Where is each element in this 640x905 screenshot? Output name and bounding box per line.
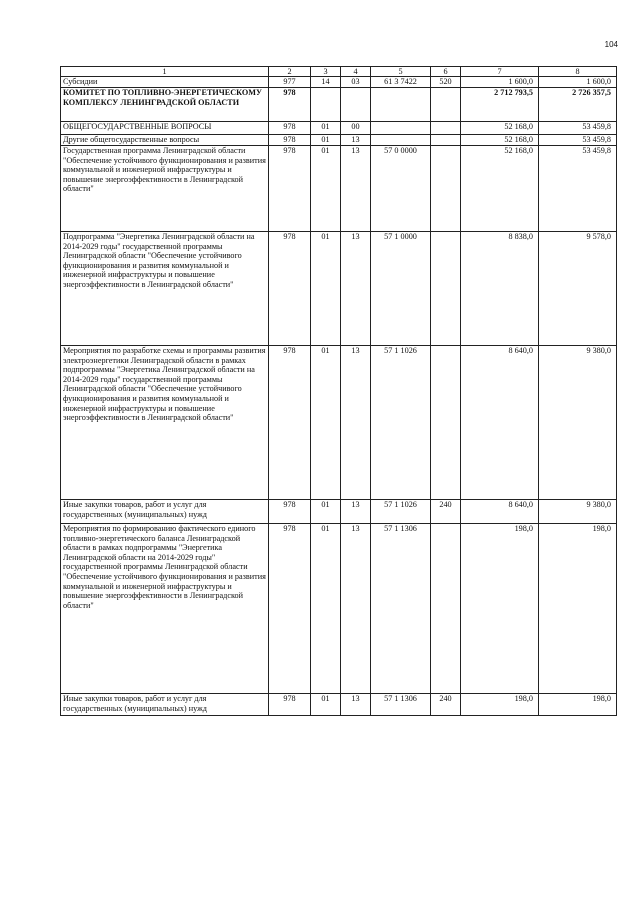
table-row xyxy=(61,500,617,524)
cell-amount-2: 9 578,0 xyxy=(539,232,617,346)
cell-target xyxy=(371,135,431,146)
cell-code: 978 xyxy=(269,88,311,122)
cell-amount-1: 8 838,0 xyxy=(461,232,539,346)
cell-code: 978 xyxy=(269,500,311,524)
cell-subsection: 13 xyxy=(341,146,371,232)
cell-amount-1: 52 168,0 xyxy=(461,146,539,232)
cell-section: 01 xyxy=(311,346,341,500)
row-name: Субсидии xyxy=(61,77,269,88)
cell-amount-1: 52 168,0 xyxy=(461,122,539,135)
table-row xyxy=(61,146,617,232)
row-name: Иные закупки товаров, работ и услуг для государственных (муниципальных) нужд xyxy=(61,694,269,716)
cell-amount-2: 1 600,0 xyxy=(539,77,617,88)
cell-amount-1: 1 600,0 xyxy=(461,77,539,88)
row-name: Государственная программа Ленинградской области "Обеспечение устойчивого функционирования и развития коммунальной и инженерной инфраструктуры и повышение энергоэффективности в Ленинградской области" xyxy=(61,146,269,232)
cell-section: 01 xyxy=(311,122,341,135)
cell-code: 977 xyxy=(269,77,311,88)
cell-subsection xyxy=(341,88,371,122)
budget-table xyxy=(60,66,617,716)
cell-amount-1: 8 640,0 xyxy=(461,346,539,500)
cell-section: 01 xyxy=(311,500,341,524)
table-row xyxy=(61,346,617,500)
header-cell: 6 xyxy=(431,67,461,77)
cell-type xyxy=(431,524,461,694)
cell-code: 978 xyxy=(269,146,311,232)
cell-subsection: 13 xyxy=(341,135,371,146)
cell-amount-2: 9 380,0 xyxy=(539,500,617,524)
cell-target: 61 3 7422 xyxy=(371,77,431,88)
header-cell: 5 xyxy=(371,67,431,77)
header-row xyxy=(61,67,617,77)
cell-target xyxy=(371,88,431,122)
cell-target: 57 1 1026 xyxy=(371,500,431,524)
cell-subsection: 13 xyxy=(341,524,371,694)
cell-subsection: 13 xyxy=(341,232,371,346)
cell-subsection: 03 xyxy=(341,77,371,88)
cell-amount-1: 198,0 xyxy=(461,694,539,716)
cell-subsection: 13 xyxy=(341,346,371,500)
cell-amount-2: 53 459,8 xyxy=(539,146,617,232)
cell-code: 978 xyxy=(269,135,311,146)
cell-section: 01 xyxy=(311,146,341,232)
cell-target: 57 0 0000 xyxy=(371,146,431,232)
cell-amount-2: 53 459,8 xyxy=(539,122,617,135)
cell-target: 57 1 1026 xyxy=(371,346,431,500)
table-row xyxy=(61,122,617,135)
cell-section: 01 xyxy=(311,524,341,694)
header-cell: 4 xyxy=(341,67,371,77)
cell-amount-2: 9 380,0 xyxy=(539,346,617,500)
cell-code: 978 xyxy=(269,524,311,694)
cell-code: 978 xyxy=(269,122,311,135)
row-name: Мероприятия по формированию фактического единого топливно-энергетического баланса Ленинградской области в рамках подпрограммы "Энергетика Ленинградской области на 2014-2029 годы" государственной программы Ленинградской области "Обеспечение устойчивого функционирования и развития коммунальной и инженерной инфраструктуры и повышение энергоэффективности в Ленинградской области" xyxy=(61,524,269,694)
table-row xyxy=(61,135,617,146)
table-row xyxy=(61,77,617,88)
cell-type xyxy=(431,135,461,146)
cell-amount-1: 52 168,0 xyxy=(461,135,539,146)
header-cell: 2 xyxy=(269,67,311,77)
page-number: 104 xyxy=(604,40,618,49)
table-row xyxy=(61,524,617,694)
row-name: Подпрограмма "Энергетика Ленинградской области на 2014-2029 годы" государственной программы Ленинградской области "Обеспечение устойчивого функционирования и развития коммунальной и инженерной инфраструктуры и повышение энергоэффективности в Ленинградской области" xyxy=(61,232,269,346)
cell-subsection: 00 xyxy=(341,122,371,135)
cell-amount-2: 198,0 xyxy=(539,694,617,716)
table-row xyxy=(61,88,617,122)
cell-type: 520 xyxy=(431,77,461,88)
header-cell: 8 xyxy=(539,67,617,77)
cell-code: 978 xyxy=(269,232,311,346)
cell-target: 57 1 1306 xyxy=(371,524,431,694)
row-name: Иные закупки товаров, работ и услуг для государственных (муниципальных) нужд xyxy=(61,500,269,524)
cell-code: 978 xyxy=(269,694,311,716)
cell-amount-1: 198,0 xyxy=(461,524,539,694)
cell-code: 978 xyxy=(269,346,311,500)
cell-section: 01 xyxy=(311,135,341,146)
cell-type: 240 xyxy=(431,694,461,716)
row-name: ОБЩЕГОСУДАРСТВЕННЫЕ ВОПРОСЫ xyxy=(61,122,269,135)
cell-section: 01 xyxy=(311,694,341,716)
cell-amount-2: 53 459,8 xyxy=(539,135,617,146)
cell-type xyxy=(431,88,461,122)
cell-subsection: 13 xyxy=(341,500,371,524)
cell-type xyxy=(431,146,461,232)
row-name: КОМИТЕТ ПО ТОПЛИВНО-ЭНЕРГЕТИЧЕСКОМУ КОМПЛЕКСУ ЛЕНИНГРАДСКОЙ ОБЛАСТИ xyxy=(61,88,269,122)
cell-subsection: 13 xyxy=(341,694,371,716)
header-cell: 1 xyxy=(61,67,269,77)
cell-amount-1: 8 640,0 xyxy=(461,500,539,524)
cell-target: 57 1 0000 xyxy=(371,232,431,346)
cell-target xyxy=(371,122,431,135)
cell-section: 01 xyxy=(311,232,341,346)
cell-amount-1: 2 712 793,5 xyxy=(461,88,539,122)
table-row xyxy=(61,694,617,716)
cell-amount-2: 2 726 357,5 xyxy=(539,88,617,122)
cell-type xyxy=(431,346,461,500)
cell-type: 240 xyxy=(431,500,461,524)
table-row xyxy=(61,232,617,346)
cell-type xyxy=(431,122,461,135)
header-cell: 7 xyxy=(461,67,539,77)
cell-target: 57 1 1306 xyxy=(371,694,431,716)
row-name: Другие общегосударственные вопросы xyxy=(61,135,269,146)
header-cell: 3 xyxy=(311,67,341,77)
cell-section xyxy=(311,88,341,122)
cell-type xyxy=(431,232,461,346)
row-name: Мероприятия по разработке схемы и программы развития электроэнергетики Ленинградской области в рамках подпрограммы "Энергетика Ленинградской области на 2014-2029 годы" государственной программы Ленинградской области "Обеспечение устойчивого функционирования и развития коммунальной и инженерной инфраструктуры и повышение энергоэффективности в Ленинградской области" xyxy=(61,346,269,500)
cell-section: 14 xyxy=(311,77,341,88)
cell-amount-2: 198,0 xyxy=(539,524,617,694)
